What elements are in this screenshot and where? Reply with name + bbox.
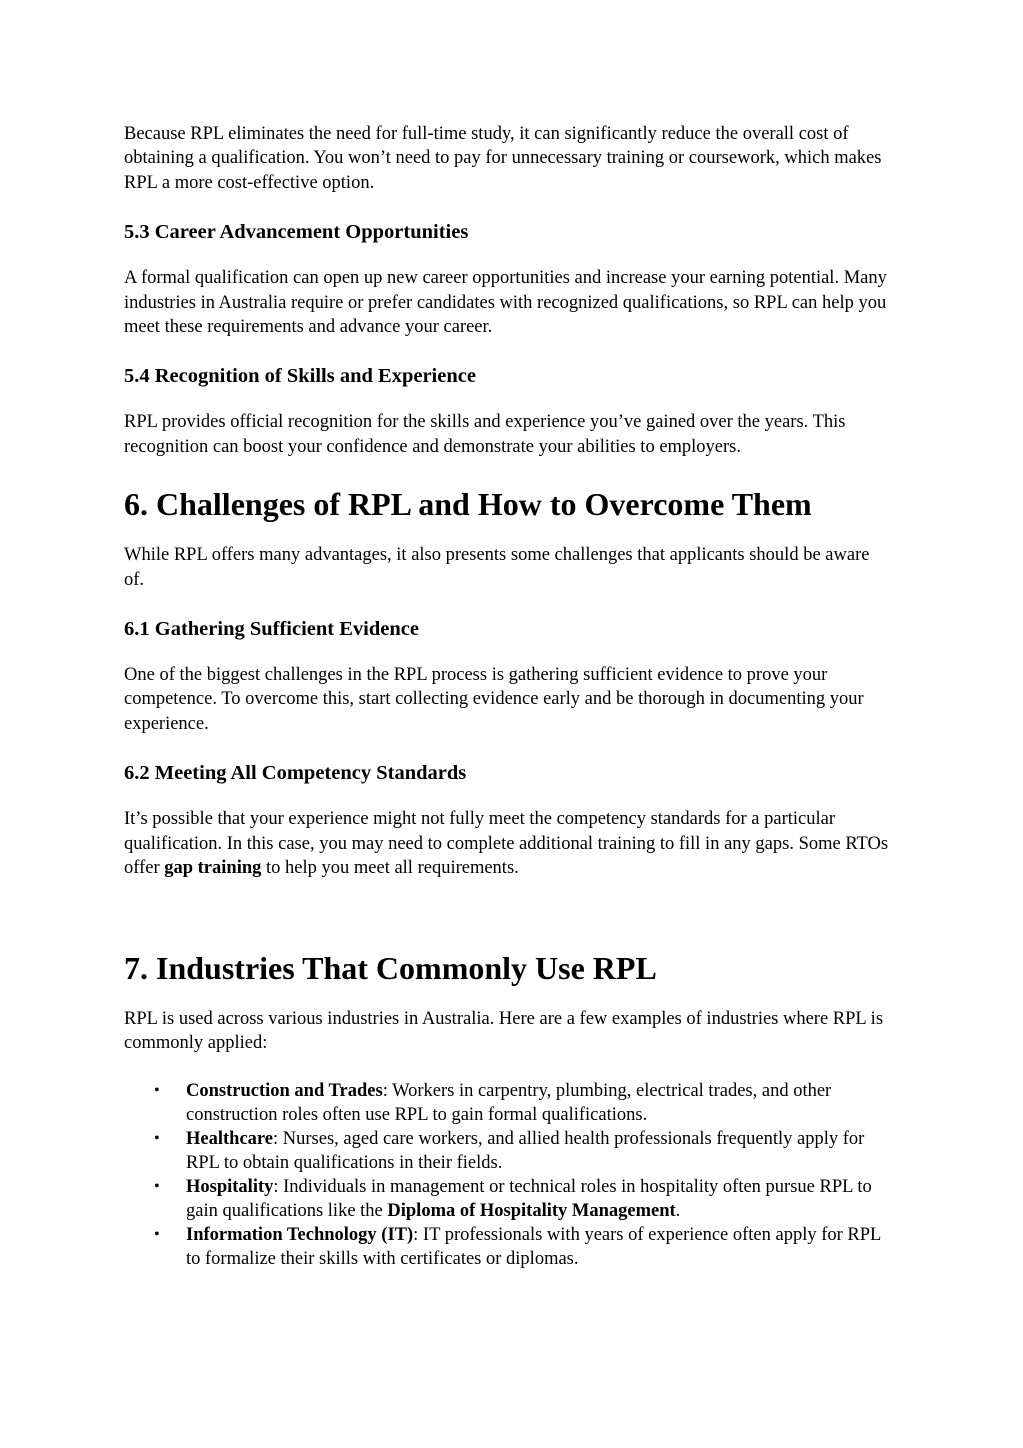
gap-training-term: gap training: [164, 858, 262, 879]
list-item-it: [124, 1223, 894, 1271]
paragraph-7: RPL is used across various industries in Australia. Here are a few examples of industries where RPL is commonly applied:: [124, 1008, 884, 1053]
diploma-term: Diploma of Hospitality Management: [387, 1201, 676, 1222]
paragraph-6-1: One of the biggest challenges in the RPL process is gathering sufficient evidence to prove your competence. To overcome this, start collecting evidence early and be thorough in documenting your experience.: [124, 665, 864, 734]
list-item-text: : Workers in carpentry, plumbing, electrical trades, and other construction roles often use RPL to gain formal qualifications.: [186, 1081, 832, 1126]
list-item-term: Information Technology (IT): [186, 1225, 414, 1246]
list-item-term: Construction and Trades: [186, 1081, 383, 1102]
heading-6-2: 6.2 Meeting All Competency Standards: [124, 762, 467, 785]
bullet-icon: •: [154, 1178, 160, 1196]
bullet-icon: •: [154, 1130, 160, 1148]
paragraph-5-3: A formal qualification can open up new career opportunities and increase your earning potential. Many industries in Australia require or prefer candidates with recognized qualifications, so RPL can help you meet these requirements and advance your career.: [124, 268, 887, 338]
bullet-icon: •: [154, 1082, 160, 1100]
list-item-construction: [124, 1079, 894, 1127]
list-item-text: : IT professionals with years of experience often apply for RPL to formalize their skills with certificates or diplomas.: [186, 1225, 881, 1270]
paragraph-6-2-text: It’s possible that your experience might not fully meet the competency standards for a particular qualification. In this case, you may need to complete additional training to fill in any gaps. Some RTOs offer: [124, 809, 889, 879]
intro-paragraph: Because RPL eliminates the need for full-time study, it can significantly reduce the overall cost of obtaining a qualification. You won’t need to pay for unnecessary training or coursework, which makes RPL a more cost-effective option.: [124, 124, 882, 193]
heading-5-4: 5.4 Recognition of Skills and Experience: [124, 365, 476, 388]
industries-list: [124, 1079, 894, 1271]
heading-6-1: 6.1 Gathering Sufficient Evidence: [124, 618, 419, 641]
paragraph-6: While RPL offers many advantages, it also presents some challenges that applicants should be aware of.: [124, 545, 870, 590]
bullet-icon: •: [154, 1226, 160, 1244]
list-item-term: Healthcare: [186, 1129, 273, 1150]
document-page: [124, 122, 894, 1271]
paragraph-6-2: [124, 807, 894, 880]
paragraph-5-4: RPL provides official recognition for the skills and experience you’ve gained over the years. This recognition can boost your confidence and demonstrate your abilities to employers.: [124, 412, 846, 457]
heading-5-3: 5.3 Career Advancement Opportunities: [124, 221, 469, 244]
list-item-text: : Individuals in management or technical roles in hospitality often pursue RPL to gain qualifications like the: [186, 1177, 872, 1222]
list-item-text: : Nurses, aged care workers, and allied health professionals frequently apply for RPL to obtain qualifications in their fields.: [186, 1129, 865, 1174]
paragraph-6-2-tail: to help you meet all requirements.: [261, 858, 519, 879]
heading-7: 7. Industries That Commonly Use RPL: [124, 949, 657, 986]
list-item-term: Hospitality: [186, 1177, 274, 1198]
list-item-hospitality: [124, 1175, 894, 1223]
list-item-healthcare: [124, 1127, 894, 1175]
heading-6: 6. Challenges of RPL and How to Overcome Them: [124, 486, 812, 523]
list-item-tail: .: [675, 1201, 681, 1222]
